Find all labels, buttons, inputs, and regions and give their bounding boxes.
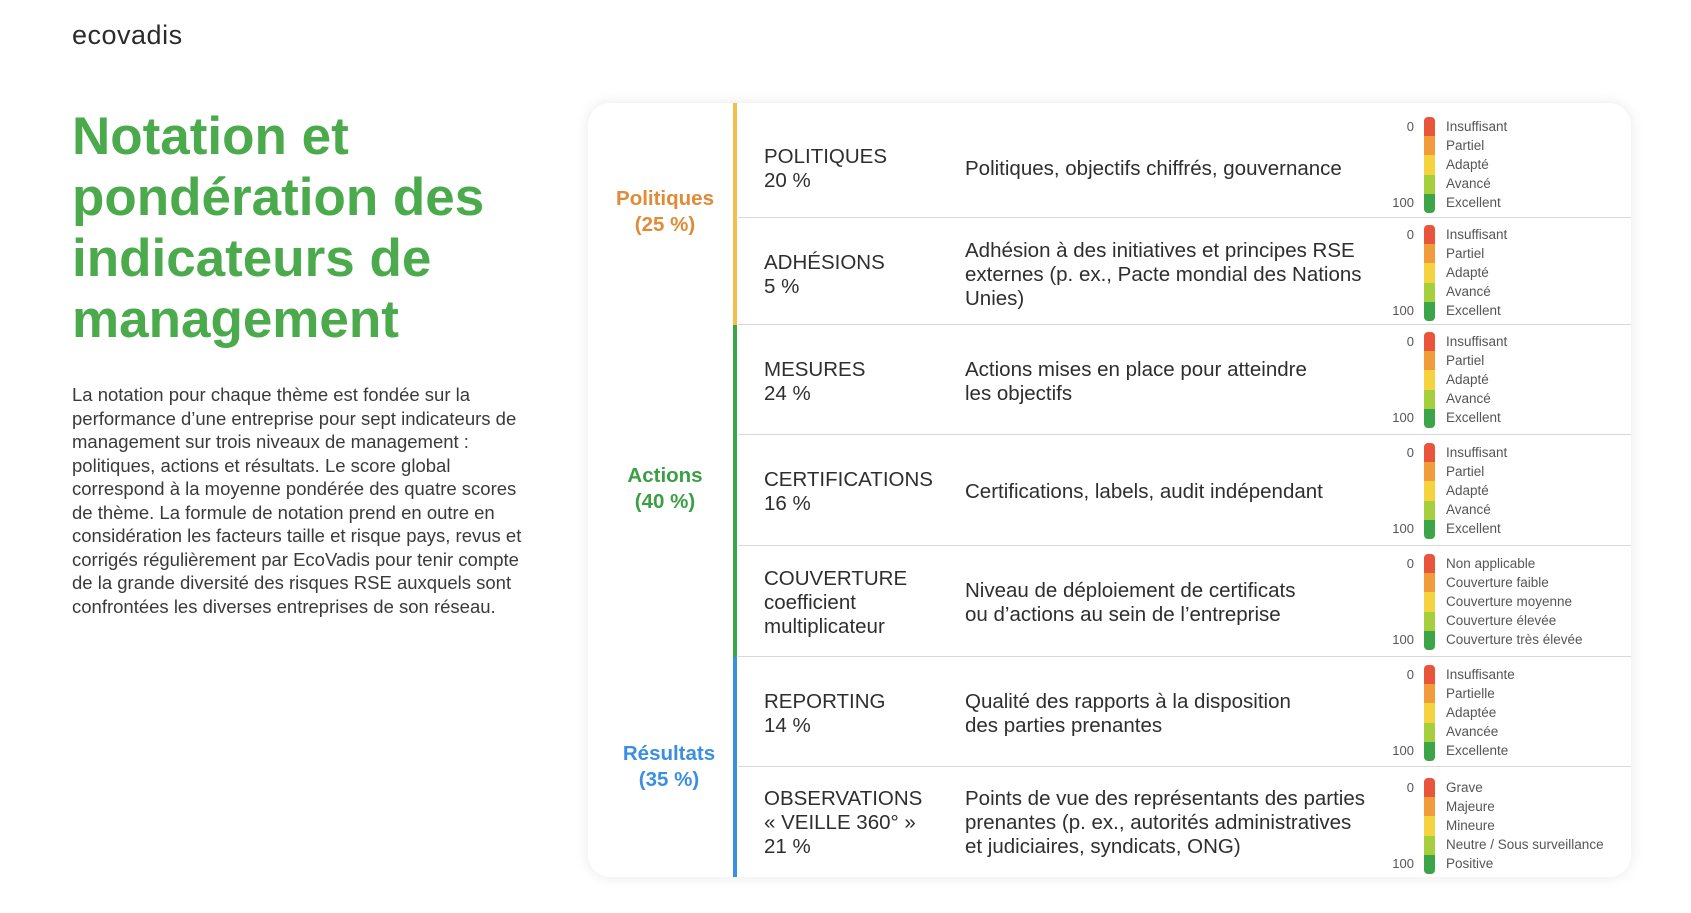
indicator-description: Qualité des rapports à la disposition des parties prenantes: [965, 690, 1291, 737]
indicator-row-couverture: [738, 546, 1631, 657]
page-title: Notation et pondération des indicateurs de management: [72, 107, 485, 349]
indicator-description: Certifications, labels, audit indépendant: [965, 480, 1323, 503]
rating-levels: Non applicable Couverture faible Couverture moyenne Couverture élevée Couverture très élevée: [1446, 556, 1583, 647]
indicator-name: REPORTING 14 %: [764, 690, 886, 737]
group-weight: (40 %): [634, 490, 696, 513]
indicator-row-observations: [738, 767, 1631, 877]
indicator-row-politiques: [738, 103, 1631, 218]
indicator-name: POLITIQUES 20 %: [764, 145, 888, 192]
indicator-description: Niveau de déploiement de certificats ou d’actions au sein de l’entreprise: [965, 579, 1296, 626]
indicator-description: Points de vue des représentants des parties prenantes (p. ex., autorités administratives et judiciaires, syndicats, ONG): [965, 787, 1365, 858]
scale-max-label: 100: [1392, 856, 1414, 871]
rating-scale-bar: [1424, 778, 1435, 874]
scale-min-label: 0: [1406, 556, 1414, 571]
indicator-name: MESURES 24 %: [764, 358, 866, 405]
rating-scale-bar: [1424, 225, 1435, 321]
rating-scale-bar: [1424, 117, 1435, 213]
indicator-row-adhesions: [738, 218, 1631, 325]
scale-max-label: 100: [1392, 632, 1414, 647]
group-bar-actions: [733, 325, 737, 657]
scale-max-label: 100: [1392, 521, 1414, 536]
scale-max-label: 100: [1392, 743, 1414, 758]
scale-max-label: 100: [1392, 410, 1414, 425]
rating-levels: Insuffisant Partiel Adapté Avancé Excellent: [1446, 334, 1508, 425]
scale-min-label: 0: [1406, 119, 1414, 134]
rating-scale-bar: [1424, 554, 1435, 650]
indicator-name: OBSERVATIONS « VEILLE 360° » 21 %: [764, 787, 923, 858]
indicator-name: CERTIFICATIONS 16 %: [764, 468, 933, 515]
group-name: Résultats: [622, 742, 716, 765]
rating-levels: Grave Majeure Mineure Neutre / Sous surveillance Positive: [1446, 780, 1604, 871]
rating-levels: Insuffisant Partiel Adapté Avancé Excellent: [1446, 119, 1508, 210]
indicator-description: Actions mises en place pour atteindre les objectifs: [965, 358, 1307, 405]
rating-scale-bar: [1424, 443, 1435, 539]
group-label-actions: [600, 463, 730, 515]
group-bar-politiques: [733, 103, 737, 325]
group-name: Politiques: [616, 187, 714, 210]
group-name: Actions: [627, 464, 703, 487]
scale-min-label: 0: [1406, 780, 1414, 795]
group-label-politiques: [600, 186, 730, 238]
indicator-name: ADHÉSIONS 5 %: [764, 251, 885, 298]
scale-min-label: 0: [1406, 227, 1414, 242]
scale-min-label: 0: [1406, 445, 1414, 460]
indicator-description: Politiques, objectifs chiffrés, gouvernance: [965, 157, 1342, 180]
ecovadis-logo: ecovadis: [72, 20, 183, 50]
group-weight: (35 %): [638, 768, 700, 791]
rating-scale-bar: [1424, 332, 1435, 428]
rating-levels: Insuffisant Partiel Adapté Avancé Excellent: [1446, 445, 1508, 536]
intro-paragraph: La notation pour chaque thème est fondée sur la performance d’une entreprise pour sept indicateurs de management sur trois niveaux de management : politiques, actions et résultats. Le score global correspond à la moyenne pondérée des quatre scores de thème. La formule de notation prend en outre en considération les facteurs taille et risque pays, revus et corrigés régulièrement par EcoVadis pour tenir compte de la grande diversité des risques RSE auxquels sont confrontées les diverses entreprises de son réseau.: [72, 384, 522, 617]
rating-scale-bar: [1424, 665, 1435, 761]
indicator-row-certifications: [738, 435, 1631, 546]
scale-max-label: 100: [1392, 303, 1414, 318]
indicator-row-mesures: [738, 325, 1631, 435]
scale-min-label: 0: [1406, 667, 1414, 682]
indicators-card: [588, 103, 1631, 877]
group-weight: (25 %): [634, 213, 696, 236]
rating-levels: Insuffisante Partielle Adaptée Avancée Excellente: [1446, 667, 1515, 758]
group-bar-resultats: [733, 657, 737, 877]
group-label-resultats: [604, 741, 734, 793]
scale-max-label: 100: [1392, 195, 1414, 210]
indicator-name: COUVERTURE coefficient multiplicateur: [764, 567, 908, 638]
indicator-description: Adhésion à des initiatives et principes RSE externes (p. ex., Pacte mondial des Nations Unies): [965, 239, 1362, 310]
scale-min-label: 0: [1406, 334, 1414, 349]
indicator-row-reporting: [738, 657, 1631, 767]
rating-levels: Insuffisant Partiel Adapté Avancé Excellent: [1446, 227, 1508, 318]
